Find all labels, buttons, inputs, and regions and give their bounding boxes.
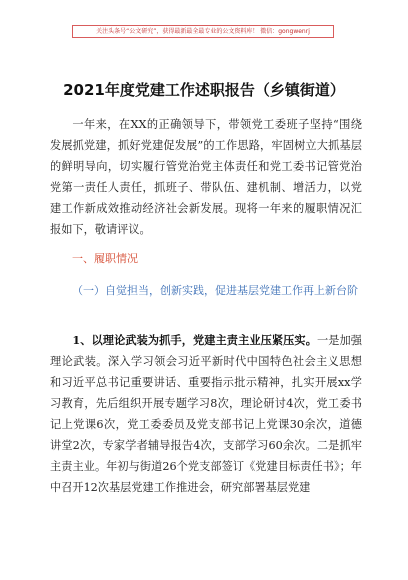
section-heading-performance: 一、履职情况 [72, 252, 138, 265]
subsection-heading-1: （一）自觉担当，创新实践，促进基层党建工作再上新台阶 [72, 284, 358, 297]
point-1-paragraph [50, 330, 362, 540]
point-1-lead: 1、以理论武装为抓手，党建主责主业压紧压实。 [72, 333, 317, 347]
promo-banner: 关注头条号“公文研究”，获得最新最全最专业的公文资料库！ 微信：gongwenrj [72, 25, 334, 38]
document-title: 2021年度党建工作述职报告（乡镇街道） [63, 81, 345, 99]
point-1-body: 一是加强理论武装。深入学习领会习近平新时代中国特色社会主义思想和习近平总书记重要讲话、重要指示批示精神，扎实开展xx学习教育，先后组织开展专题学习8次，理论研讨4次，党工委书记上党课6次，党工委委员及党支部书记上党课30余次，道德讲堂2次，专家学者辅导报告4次，支部学习60余次。二是抓牢主责主业。年初与街道26个党支部签订《党建目标责任书》；年中召开12次基层党建工作推进会，研究部署基层党建 [50, 334, 362, 494]
intro-paragraph: 一年来，在XX的正确领导下，带领党工委班子坚持“围绕发展抓党建，抓好党建促发展”的工作思路，牢固树立大抓基层的鲜明导向，切实履行管党治党主体责任和党工委书记管党治党第一责任人责任，抓班子、带队伍、建机制、增活力，以党建工作新成效推动经济社会新发展。现将一年来的履职情况汇报如下，敬请评议。 [50, 118, 362, 236]
